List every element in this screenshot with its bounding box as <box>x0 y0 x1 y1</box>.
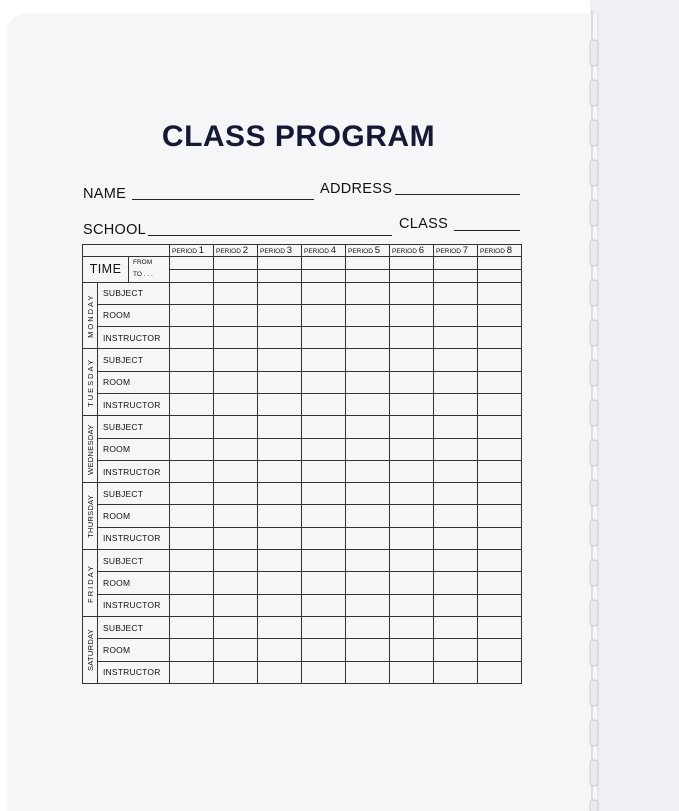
school-label: SCHOOL <box>83 222 147 238</box>
class-label: CLASS <box>399 216 449 232</box>
period-header <box>478 245 522 257</box>
schedule-row <box>83 416 522 438</box>
perforation-tab <box>590 160 598 186</box>
perforation-tab <box>590 520 598 546</box>
time-from-cell[interactable] <box>170 257 214 270</box>
schedule-cell[interactable] <box>170 438 214 460</box>
time-to-cell[interactable] <box>346 269 390 282</box>
schedule-cell[interactable] <box>478 460 522 482</box>
schedule-cell[interactable] <box>214 438 258 460</box>
time-label: TIME <box>83 257 129 282</box>
schedule-cell[interactable] <box>478 639 522 661</box>
perforation-tab <box>590 800 598 811</box>
time-to-cell[interactable] <box>214 269 258 282</box>
schedule-row <box>83 505 522 527</box>
name-label: NAME <box>83 186 127 202</box>
schedule-cell[interactable] <box>214 349 258 371</box>
schedule-cell[interactable] <box>478 661 522 683</box>
form-title: CLASS PROGRAM <box>161 120 436 153</box>
schedule-cell[interactable] <box>478 483 522 505</box>
day-label: FRIDAY <box>83 550 98 617</box>
perforation-tab <box>590 760 598 786</box>
schedule-cell[interactable] <box>258 550 302 572</box>
schedule-cell[interactable] <box>214 483 258 505</box>
schedule-cell[interactable] <box>434 304 478 326</box>
schedule-cell[interactable] <box>434 661 478 683</box>
period-header <box>302 245 346 257</box>
row-label: ROOM <box>98 505 170 527</box>
schedule-cell[interactable] <box>214 616 258 638</box>
schedule-cell[interactable] <box>214 371 258 393</box>
schedule-cell[interactable] <box>390 616 434 638</box>
schedule-cell[interactable] <box>434 282 478 304</box>
schedule-cell[interactable] <box>346 438 390 460</box>
from-label: FROM <box>133 259 153 267</box>
schedule-cell[interactable] <box>258 327 302 349</box>
schedule-cell[interactable] <box>302 527 346 549</box>
perforation-tab <box>590 80 598 106</box>
schedule-cell[interactable] <box>170 550 214 572</box>
schedule-cell[interactable] <box>170 304 214 326</box>
schedule-cell[interactable] <box>390 393 434 415</box>
schedule-cell[interactable] <box>302 639 346 661</box>
row-label: SUBJECT <box>98 282 170 304</box>
schedule-row <box>83 639 522 661</box>
schedule-cell[interactable] <box>478 616 522 638</box>
schedule-cell[interactable] <box>390 639 434 661</box>
schedule-cell[interactable] <box>302 460 346 482</box>
period-header <box>346 245 390 257</box>
schedule-cell[interactable] <box>170 527 214 549</box>
schedule-cell[interactable] <box>302 327 346 349</box>
period-number: 8 <box>506 245 513 257</box>
schedule-cell[interactable] <box>302 616 346 638</box>
corner-cell <box>83 245 170 257</box>
schedule-cell[interactable] <box>214 572 258 594</box>
period-prefix: PERIOD <box>348 248 373 256</box>
schedule-cell[interactable] <box>390 505 434 527</box>
schedule-cell[interactable] <box>478 371 522 393</box>
schedule-cell[interactable] <box>302 505 346 527</box>
schedule-row <box>83 527 522 549</box>
schedule-row <box>83 594 522 616</box>
schedule-cell[interactable] <box>302 393 346 415</box>
period-number: 6 <box>418 245 425 257</box>
schedule-cell[interactable] <box>390 304 434 326</box>
schedule-cell[interactable] <box>214 304 258 326</box>
schedule-cell[interactable] <box>390 282 434 304</box>
perforation-tab <box>590 280 598 306</box>
schedule-cell[interactable] <box>434 572 478 594</box>
schedule-cell[interactable] <box>390 572 434 594</box>
schedule-cell[interactable] <box>390 327 434 349</box>
schedule-cell[interactable] <box>302 349 346 371</box>
schedule-cell[interactable] <box>434 460 478 482</box>
schedule-row <box>83 349 522 371</box>
schedule-row <box>83 616 522 638</box>
schedule-cell[interactable] <box>258 371 302 393</box>
schedule-cell[interactable] <box>434 416 478 438</box>
perforation-tab <box>590 400 598 426</box>
to-label: TO . . . <box>133 271 153 279</box>
row-label: SUBJECT <box>98 349 170 371</box>
name-field[interactable] <box>132 199 314 200</box>
time-from-cell[interactable] <box>478 257 522 270</box>
perforation-tab <box>590 360 598 386</box>
schedule-cell[interactable] <box>434 393 478 415</box>
schedule-cell[interactable] <box>478 438 522 460</box>
schedule-cell[interactable] <box>346 304 390 326</box>
period-number: 4 <box>330 245 337 257</box>
perforation-tab <box>590 440 598 466</box>
schedule-cell[interactable] <box>170 483 214 505</box>
schedule-cell[interactable] <box>346 550 390 572</box>
period-header <box>170 245 214 257</box>
perforation-tab <box>590 680 598 706</box>
schedule-cell[interactable] <box>170 349 214 371</box>
period-header-row <box>83 245 522 257</box>
schedule-cell[interactable] <box>170 661 214 683</box>
schedule-cell[interactable] <box>302 282 346 304</box>
schedule-cell[interactable] <box>214 594 258 616</box>
schedule-row <box>83 661 522 683</box>
schedule-cell[interactable] <box>214 327 258 349</box>
perforation-tab <box>590 720 598 746</box>
schedule-cell[interactable] <box>214 416 258 438</box>
schedule-cell[interactable] <box>346 527 390 549</box>
schedule-cell[interactable] <box>346 460 390 482</box>
day-label: SATURDAY <box>83 616 98 683</box>
schedule-cell[interactable] <box>214 527 258 549</box>
schedule-row <box>83 327 522 349</box>
schedule-cell[interactable] <box>346 349 390 371</box>
time-from-cell[interactable] <box>346 257 390 270</box>
schedule-cell[interactable] <box>346 616 390 638</box>
perforation-tab <box>590 240 598 266</box>
period-prefix: PERIOD <box>480 248 505 256</box>
time-from-cell[interactable] <box>214 257 258 270</box>
schedule-cell[interactable] <box>478 416 522 438</box>
row-label: ROOM <box>98 304 170 326</box>
time-to-cell[interactable] <box>170 269 214 282</box>
schedule-cell[interactable] <box>170 371 214 393</box>
schedule-cell[interactable] <box>170 416 214 438</box>
schedule-row <box>83 371 522 393</box>
time-row-from <box>83 257 522 270</box>
schedule-cell[interactable] <box>258 661 302 683</box>
perforation-tab <box>590 560 598 586</box>
schedule-cell[interactable] <box>214 282 258 304</box>
schedule-cell[interactable] <box>346 661 390 683</box>
class-field[interactable] <box>454 230 520 231</box>
schedule-cell[interactable] <box>478 304 522 326</box>
time-to-cell[interactable] <box>302 269 346 282</box>
period-header <box>434 245 478 257</box>
school-field[interactable] <box>148 235 392 236</box>
schedule-cell[interactable] <box>478 594 522 616</box>
schedule-cell[interactable] <box>302 483 346 505</box>
row-label: SUBJECT <box>98 416 170 438</box>
row-label: INSTRUCTOR <box>98 527 170 549</box>
schedule-cell[interactable] <box>478 327 522 349</box>
schedule-cell[interactable] <box>390 661 434 683</box>
address-field[interactable] <box>395 194 520 195</box>
schedule-cell[interactable] <box>390 460 434 482</box>
schedule-row <box>83 550 522 572</box>
schedule-cell[interactable] <box>346 594 390 616</box>
day-label: MONDAY <box>83 282 98 349</box>
perforation-tab <box>590 200 598 226</box>
time-from-cell[interactable] <box>434 257 478 270</box>
schedule-cell[interactable] <box>170 616 214 638</box>
time-to-cell[interactable] <box>390 269 434 282</box>
row-label: SUBJECT <box>98 483 170 505</box>
perforation-tab <box>590 40 598 66</box>
period-prefix: PERIOD <box>392 248 417 256</box>
schedule-cell[interactable] <box>258 416 302 438</box>
schedule-cell[interactable] <box>390 594 434 616</box>
period-header <box>214 245 258 257</box>
schedule-row <box>83 460 522 482</box>
row-label: ROOM <box>98 639 170 661</box>
address-label: ADDRESS <box>320 181 393 197</box>
schedule-cell[interactable] <box>434 639 478 661</box>
period-header <box>390 245 434 257</box>
schedule-row <box>83 572 522 594</box>
schedule-cell[interactable] <box>346 505 390 527</box>
schedule-cell[interactable] <box>170 460 214 482</box>
schedule-cell[interactable] <box>258 505 302 527</box>
perforation-tab <box>590 480 598 506</box>
schedule-cell[interactable] <box>478 527 522 549</box>
period-number: 1 <box>198 245 205 257</box>
schedule-cell[interactable] <box>214 460 258 482</box>
schedule-cell[interactable] <box>258 639 302 661</box>
period-number: 5 <box>374 245 381 257</box>
perforation-tab <box>590 600 598 626</box>
time-from-cell[interactable] <box>302 257 346 270</box>
row-label: INSTRUCTOR <box>98 460 170 482</box>
schedule-cell[interactable] <box>346 282 390 304</box>
schedule-cell[interactable] <box>346 393 390 415</box>
period-prefix: PERIOD <box>216 248 241 256</box>
row-label: ROOM <box>98 438 170 460</box>
perforation-tab <box>590 640 598 666</box>
time-from-cell[interactable] <box>390 257 434 270</box>
period-number: 2 <box>242 245 249 257</box>
schedule-cell[interactable] <box>302 661 346 683</box>
schedule-row <box>83 393 522 415</box>
schedule-cell[interactable] <box>390 438 434 460</box>
schedule-cell[interactable] <box>170 327 214 349</box>
schedule-cell[interactable] <box>302 416 346 438</box>
schedule-cell[interactable] <box>258 572 302 594</box>
schedule-cell[interactable] <box>434 616 478 638</box>
period-header <box>258 245 302 257</box>
schedule-cell[interactable] <box>390 371 434 393</box>
schedule-cell[interactable] <box>434 527 478 549</box>
schedule-cell[interactable] <box>302 304 346 326</box>
schedule-cell[interactable] <box>434 327 478 349</box>
schedule-cell[interactable] <box>170 639 214 661</box>
schedule-cell[interactable] <box>346 572 390 594</box>
row-label: INSTRUCTOR <box>98 327 170 349</box>
perforation-tab <box>590 320 598 346</box>
schedule-cell[interactable] <box>170 393 214 415</box>
schedule-cell[interactable] <box>478 349 522 371</box>
schedule-cell[interactable] <box>258 438 302 460</box>
schedule-cell[interactable] <box>258 349 302 371</box>
schedule-cell[interactable] <box>170 282 214 304</box>
row-label: INSTRUCTOR <box>98 661 170 683</box>
schedule-cell[interactable] <box>170 572 214 594</box>
row-label: ROOM <box>98 572 170 594</box>
schedule-cell[interactable] <box>170 505 214 527</box>
from-to-label <box>129 257 170 282</box>
schedule-cell[interactable] <box>302 594 346 616</box>
time-from-cell[interactable] <box>258 257 302 270</box>
row-label: INSTRUCTOR <box>98 393 170 415</box>
period-prefix: PERIOD <box>304 248 329 256</box>
schedule-cell[interactable] <box>302 572 346 594</box>
schedule-cell[interactable] <box>346 327 390 349</box>
schedule-cell[interactable] <box>346 483 390 505</box>
schedule-row <box>83 282 522 304</box>
row-label: ROOM <box>98 371 170 393</box>
schedule-cell[interactable] <box>214 639 258 661</box>
schedule-cell[interactable] <box>390 527 434 549</box>
day-label: TUESDAY <box>83 349 98 416</box>
schedule-cell[interactable] <box>346 639 390 661</box>
schedule-cell[interactable] <box>258 527 302 549</box>
period-number: 7 <box>462 245 469 257</box>
row-label: INSTRUCTOR <box>98 594 170 616</box>
schedule-cell[interactable] <box>214 550 258 572</box>
schedule-cell[interactable] <box>434 594 478 616</box>
schedule-cell[interactable] <box>170 594 214 616</box>
row-label: SUBJECT <box>98 616 170 638</box>
schedule-cell[interactable] <box>434 505 478 527</box>
schedule-cell[interactable] <box>258 304 302 326</box>
period-prefix: PERIOD <box>172 248 197 256</box>
period-number: 3 <box>286 245 293 257</box>
schedule-cell[interactable] <box>478 282 522 304</box>
schedule-cell[interactable] <box>214 393 258 415</box>
row-label: SUBJECT <box>98 550 170 572</box>
schedule-table <box>82 244 522 684</box>
schedule-cell[interactable] <box>434 438 478 460</box>
time-to-cell[interactable] <box>434 269 478 282</box>
schedule-cell[interactable] <box>258 393 302 415</box>
schedule-cell[interactable] <box>434 371 478 393</box>
schedule-cell[interactable] <box>302 550 346 572</box>
schedule-cell[interactable] <box>434 483 478 505</box>
day-label: WEDNESDAY <box>83 416 98 483</box>
schedule-cell[interactable] <box>478 505 522 527</box>
time-to-cell[interactable] <box>258 269 302 282</box>
schedule-cell[interactable] <box>478 550 522 572</box>
schedule-cell[interactable] <box>302 371 346 393</box>
schedule-cell[interactable] <box>346 371 390 393</box>
schedule-cell[interactable] <box>258 616 302 638</box>
schedule-cell[interactable] <box>302 438 346 460</box>
day-label: THURSDAY <box>83 483 98 550</box>
schedule-cell[interactable] <box>434 349 478 371</box>
schedule-cell[interactable] <box>258 460 302 482</box>
schedule-cell[interactable] <box>390 349 434 371</box>
schedule-cell[interactable] <box>390 483 434 505</box>
schedule-cell[interactable] <box>258 594 302 616</box>
schedule-cell[interactable] <box>434 550 478 572</box>
schedule-row <box>83 304 522 326</box>
schedule-cell[interactable] <box>346 416 390 438</box>
schedule-cell[interactable] <box>214 661 258 683</box>
schedule-cell[interactable] <box>390 550 434 572</box>
period-prefix: PERIOD <box>436 248 461 256</box>
schedule-cell[interactable] <box>390 416 434 438</box>
time-to-cell[interactable] <box>478 269 522 282</box>
schedule-cell[interactable] <box>478 572 522 594</box>
schedule-row <box>83 483 522 505</box>
schedule-cell[interactable] <box>258 282 302 304</box>
schedule-cell[interactable] <box>478 393 522 415</box>
schedule-cell[interactable] <box>214 505 258 527</box>
schedule-row <box>83 438 522 460</box>
schedule-cell[interactable] <box>258 483 302 505</box>
period-prefix: PERIOD <box>260 248 285 256</box>
